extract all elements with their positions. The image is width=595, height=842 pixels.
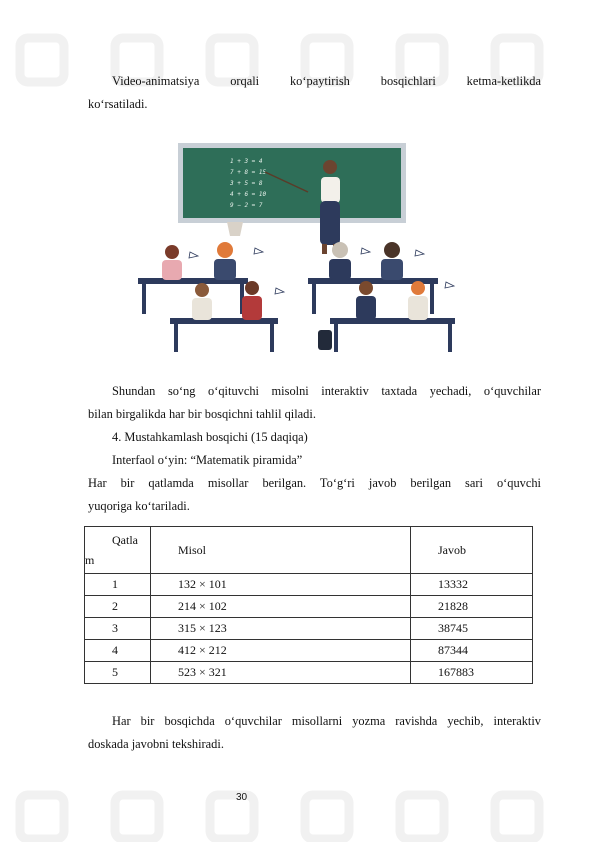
board-equation: 9 − 2 = 7 — [230, 202, 263, 209]
pyramid-table — [84, 526, 533, 684]
paragraph-line: yuqoriga ko‘tariladi. — [88, 499, 190, 513]
table-row — [85, 640, 533, 662]
cell-answer: 38745 — [411, 618, 533, 640]
paragraph-line: doskada javobni tekshiradi. — [88, 737, 224, 751]
cell-answer: 13332 — [411, 574, 533, 596]
game-title: Interfaol o‘yin: “Matematik piramida” — [112, 453, 303, 467]
cell-layer: 4 — [85, 640, 151, 662]
table-row — [85, 618, 533, 640]
cell-example: 412 × 212 — [151, 640, 411, 662]
cell-answer: 87344 — [411, 640, 533, 662]
chalkboard — [183, 148, 401, 218]
cell-example: 315 × 123 — [151, 618, 411, 640]
paragraph-line: bilan birgalikda har bir bosqichni tahlil qiladi. — [88, 407, 316, 421]
classroom-illustration — [130, 140, 460, 356]
cell-example: 523 × 321 — [151, 662, 411, 684]
paragraph-line: ko‘rsatiladi. — [88, 97, 148, 111]
header-layer: Qatla m — [85, 527, 151, 574]
table-row — [85, 662, 533, 684]
cell-layer: 5 — [85, 662, 151, 684]
paragraph-line: Shundan so‘ng o‘qituvchi misolni interaktiv taxtada yechadi, o‘quvchilar — [112, 384, 541, 398]
cell-example: 132 × 101 — [151, 574, 411, 596]
board-equation: 3 + 5 = 8 — [230, 180, 263, 187]
header-answer: Javob — [411, 527, 533, 574]
page-number: 30 — [236, 792, 248, 803]
paragraph-line: Har bir bosqichda o‘quvchilar misollarni yozma ravishda yechib, interaktiv — [112, 714, 541, 728]
board-equation: 1 + 3 = 4 — [230, 158, 263, 165]
board-equation: 7 + 8 = 15 — [230, 169, 267, 176]
cell-layer: 1 — [85, 574, 151, 596]
cell-layer: 3 — [85, 618, 151, 640]
cell-answer: 167883 — [411, 662, 533, 684]
students-front-row — [192, 281, 428, 320]
students-back-row — [162, 242, 403, 280]
table-row — [85, 596, 533, 618]
cell-layer: 2 — [85, 596, 151, 618]
table-row — [85, 574, 533, 596]
paragraph-line: Video-animatsiya orqali ko‘paytirish bosqichlari ketma-ketlikda — [112, 74, 541, 88]
board-equation: 4 + 6 = 10 — [230, 191, 267, 198]
cell-example: 214 × 102 — [151, 596, 411, 618]
table-header-row — [85, 527, 533, 574]
paragraph-line: Har bir qatlamda misollar berilgan. To‘g‘ri javob berilgan sari o‘quvchi — [88, 476, 541, 490]
cell-answer: 21828 — [411, 596, 533, 618]
section-heading: 4. Mustahkamlash bosqichi (15 daqiqa) — [112, 430, 308, 444]
header-example: Misol — [151, 527, 411, 574]
